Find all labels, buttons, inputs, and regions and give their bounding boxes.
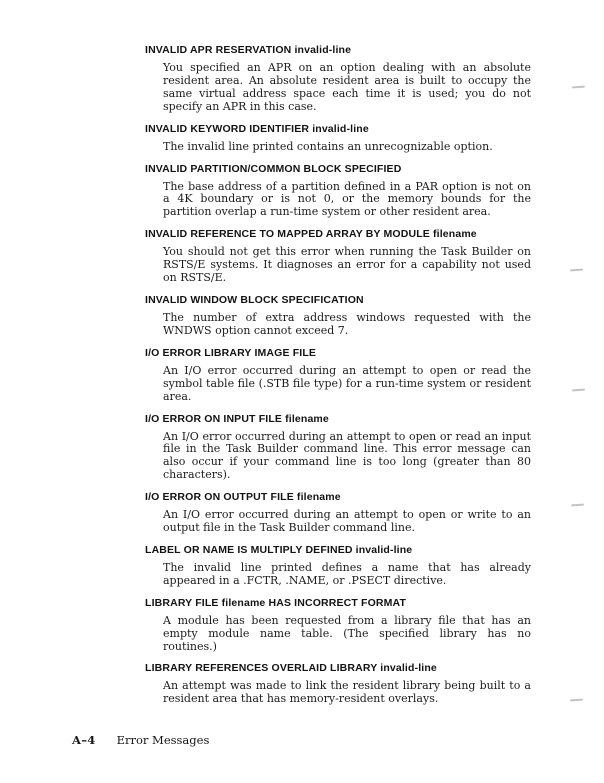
margin-change-mark	[571, 504, 584, 507]
error-description: An I/O error occurred during an attempt to open or read an input file in the Task Builder command line. This error message can also occur if your command line is too long (greater than 80 characters).	[163, 429, 531, 482]
error-entry	[145, 544, 535, 588]
error-entry	[145, 597, 535, 654]
error-description: An I/O error occurred during an attempt to open or read the symbol table file (.STB file type) for a run-time system or resident area.	[163, 363, 531, 403]
footer-section-title: Error Messages	[116, 733, 210, 747]
error-heading: INVALID APR RESERVATION invalid-line	[145, 44, 352, 56]
page-footer	[72, 733, 209, 747]
margin-change-mark	[572, 86, 585, 89]
margin-change-mark	[570, 269, 583, 272]
error-heading: I/O ERROR LIBRARY IMAGE FILE	[145, 346, 317, 359]
error-description: The invalid line printed defines a name that has already appeared in a .FCTR, .NAME, or .PSECT directive.	[163, 560, 531, 587]
page-number: A–4	[72, 733, 96, 747]
error-heading: LIBRARY REFERENCES OVERLAID LIBRARY invalid-line	[145, 662, 437, 675]
error-entry	[145, 163, 535, 220]
error-message-list	[145, 44, 535, 715]
error-description: A module has been requested from a library file that has an empty module name table. (The specified library has no routines.)	[163, 613, 531, 653]
error-entry	[145, 413, 535, 483]
error-heading: I/O ERROR ON OUTPUT FILE filename	[145, 491, 341, 504]
error-description: An attempt was made to link the resident library being built to a resident area that has memory-resident overlays.	[163, 679, 531, 706]
error-description: The invalid line printed contains an unrecognizable option.	[163, 139, 493, 153]
error-heading: INVALID PARTITION/COMMON BLOCK SPECIFIED	[145, 162, 402, 175]
error-heading: INVALID KEYWORD IDENTIFIER invalid-line	[145, 122, 369, 135]
error-description: The base address of a partition defined in a PAR option is not on a 4K boundary or is not 0, or the memory bounds for the partition overlap a run-time system or other resident area.	[163, 179, 531, 219]
error-entry	[145, 294, 535, 338]
margin-change-mark	[570, 699, 583, 702]
error-entry	[145, 347, 535, 404]
error-entry	[145, 662, 535, 706]
error-description: The number of extra address windows requested with the WNDWS option cannot exceed 7.	[163, 310, 531, 337]
margin-change-mark	[572, 389, 585, 392]
error-entry	[145, 228, 535, 285]
error-description: You specified an APR on an option dealing with an absolute resident area. An absolute resident area is built to occupy the same virtual address space each time it is used; you do not specify an APR in this case.	[163, 61, 531, 113]
error-description: You should not get this error when running the Task Builder on RSTS/E systems. It diagnoses an error for a capability not used on RSTS/E.	[163, 245, 531, 285]
error-heading: LIBRARY FILE filename HAS INCORRECT FORMAT	[145, 596, 407, 609]
error-heading: INVALID REFERENCE TO MAPPED ARRAY BY MODULE filename	[145, 228, 477, 241]
error-heading: I/O ERROR ON INPUT FILE filename	[145, 412, 329, 425]
error-entry	[145, 123, 535, 154]
error-heading: INVALID WINDOW BLOCK SPECIFICATION	[145, 293, 364, 306]
error-entry	[145, 44, 535, 114]
error-description: An I/O error occurred during an attempt to open or write to an output file in the Task Builder command line.	[163, 508, 531, 535]
error-heading: LABEL OR NAME IS MULTIPLY DEFINED invalid-line	[145, 543, 413, 556]
error-entry	[145, 491, 535, 535]
